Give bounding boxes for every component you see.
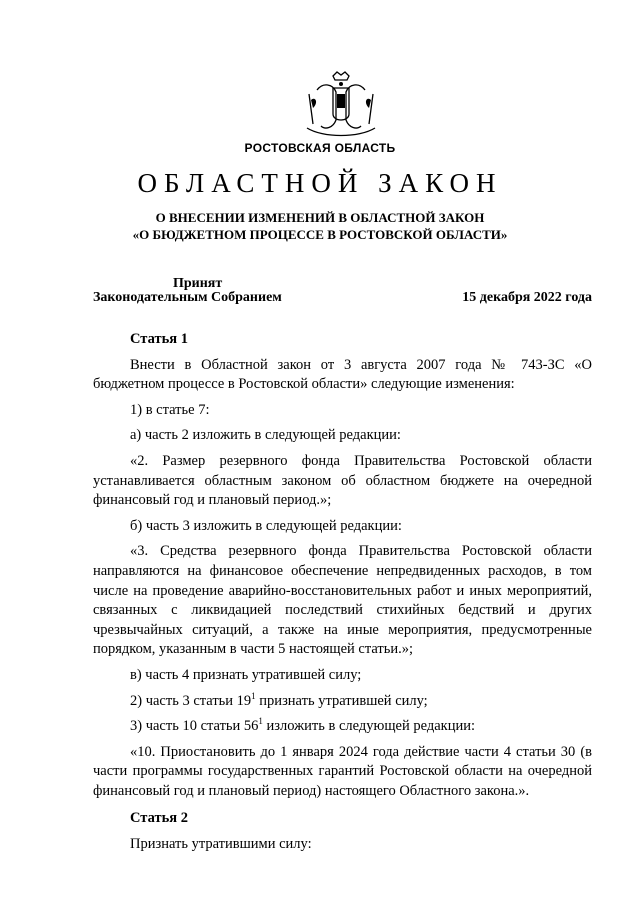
article-1-item-1b: б) часть 3 изложить в следующей редакции: <box>130 517 402 534</box>
law-title-line-2: «О БЮДЖЕТНОМ ПРОЦЕССЕ В РОСТОВСКОЙ ОБЛАСТИ» <box>132 227 508 242</box>
quote-part-10: «10. Приостановить до 1 января 2024 года действие части 4 статьи 30 (в части программы государственных гарантий Ростовской области на очередной финансовый год и плановый период) настоящего Областного закона.». <box>93 743 592 799</box>
article-1-item-3: 3) часть 10 статьи $56^1$ изложить в следующей редакции: <box>130 716 476 735</box>
article-2-intro: Признать утратившими силу: <box>130 836 312 853</box>
article-1-item-1a: а) часть 2 изложить в следующей редакции: <box>130 427 401 444</box>
quote-part-3: «3. Средства резервного фонда Правительства Ростовской области направляются на финансовое обеспечение непредвиденных расходов, в том числе на проведение аварийно-восстановительных работ и иных мероприятий, связанных с ликвидацией последствий стихийных бедствий и других чрезвычайных ситуаций, а также на иные мероприятия, предусмотренные порядком, указанным в части 5 настоящей статьи.»; <box>93 543 592 658</box>
article-2-heading: Статья 2 <box>130 810 188 827</box>
article-1-item-1: 1) в статье 7: <box>130 401 210 418</box>
law-title <box>0 209 640 243</box>
article-1-intro: Внести в Областной закон от 3 августа 2007 года № 743-ЗС «О бюджетном процессе в Ростовской области» следующие изменения: <box>93 356 592 393</box>
law-body <box>93 322 592 855</box>
adoption-date: 15 декабря 2022 года <box>462 290 592 305</box>
adopted-label: Принят <box>173 276 223 291</box>
article-1-item-2: 2) часть 3 статьи $19^1$ признать утратившей силу; <box>130 690 428 709</box>
quote-part-2: «2. Размер резервного фонда Правительства Ростовской области устанавливается областным законом об областном бюджете на очередной финансовый год и плановый период.»; <box>93 452 592 509</box>
region-name: РОСТОВСКАЯ ОБЛАСТЬ <box>244 141 396 155</box>
article-1-heading: Статья 1 <box>130 331 188 347</box>
coat-of-arms-icon <box>303 70 379 140</box>
law-title-line-1: О ВНЕСЕНИИ ИЗМЕНЕНИЙ В ОБЛАСТНОЙ ЗАКОН <box>155 210 485 225</box>
article-1-item-1c: в) часть 4 признать утратившей силу; <box>130 666 362 683</box>
adopted-by: Законодательным Собранием <box>93 290 282 305</box>
document-type: ОБЛАСТНОЙ ЗАКОН <box>137 168 503 198</box>
